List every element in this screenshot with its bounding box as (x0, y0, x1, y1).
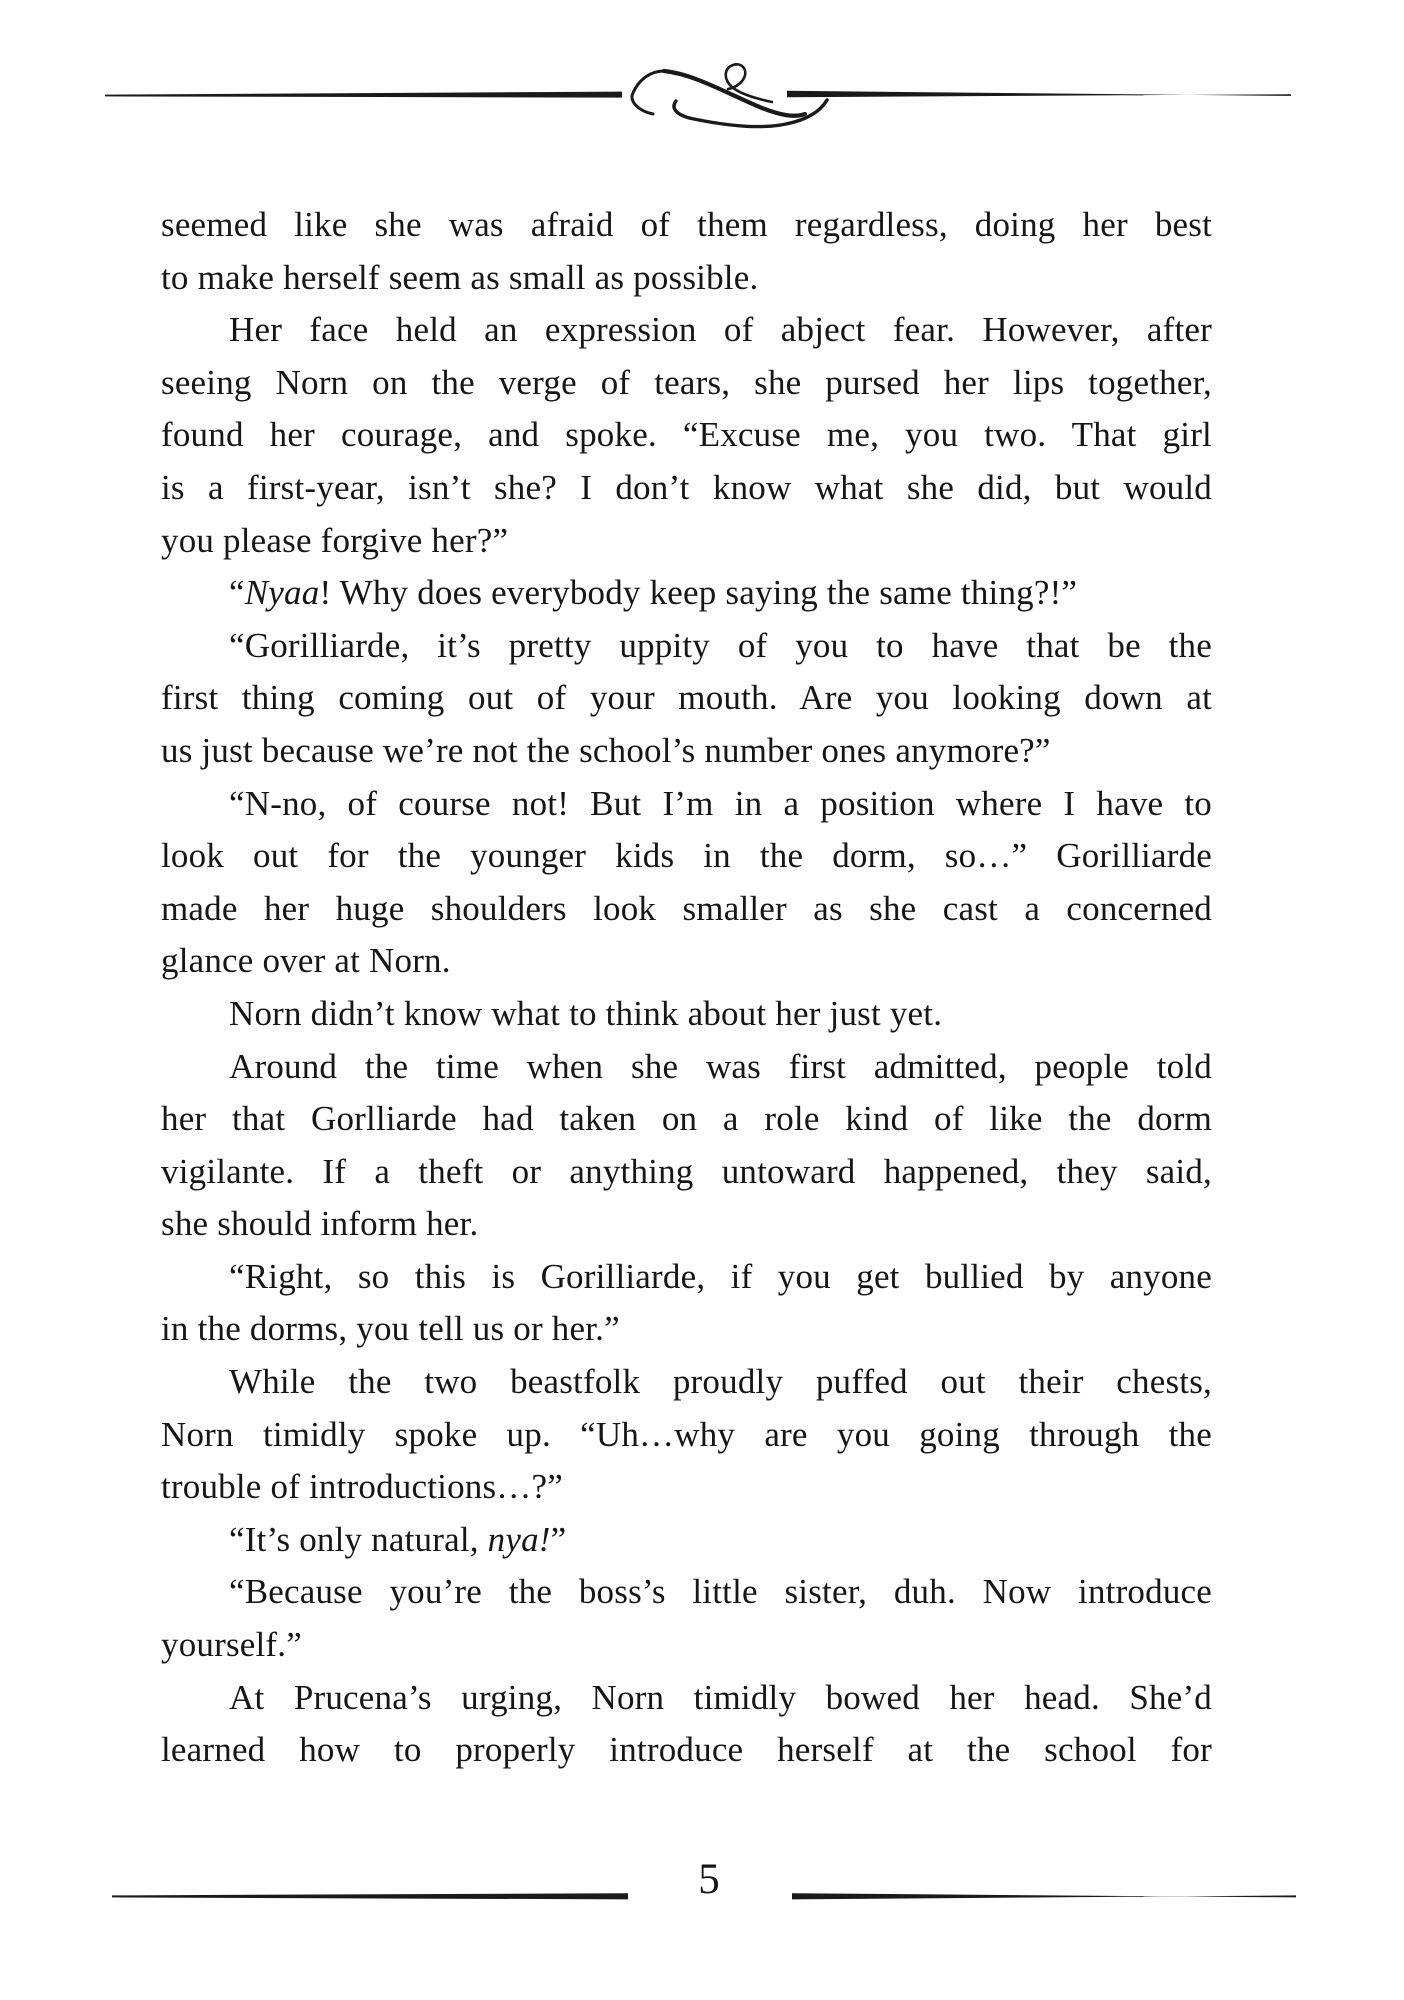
text-line: to make herself seem as small as possible. (161, 257, 759, 297)
text-line: While the two beastfolk proudly puffed out their chests, (229, 1362, 1212, 1402)
header-rule-left (105, 92, 622, 98)
text-line: seeing Norn on the verge of tears, she pursed her lips together, (161, 362, 1212, 402)
text-line: made her huge shoulders look smaller as she cast a concerned (161, 888, 1212, 928)
text-line: in the dorms, you tell us or her.” (161, 1309, 620, 1349)
text-line: us just because we’re not the school’s number ones anymore?” (161, 730, 1051, 770)
text-line: glance over at Norn. (161, 941, 451, 981)
text-line: Her face held an expression of abject fear. However, after (229, 310, 1212, 350)
text-line: found her courage, and spoke. “Excuse me, you two. That girl (161, 415, 1212, 455)
text-line: “Right, so this is Gorilliarde, if you get bullied by anyone (229, 1256, 1212, 1296)
text-line: learned how to properly introduce herself at the school for (161, 1730, 1212, 1770)
text-line: seemed like she was afraid of them regardless, doing her best (161, 205, 1212, 244)
page-number: 5 (698, 1856, 720, 1903)
text-line: her that Gorlliarde had taken on a role kind of like the dorm (161, 1099, 1212, 1139)
text-line: Norn didn’t know what to think about her just yet. (229, 993, 943, 1033)
divider-flourish-icon (632, 64, 827, 126)
text-line: “Because you’re the boss’s little sister, duh. Now introduce (229, 1572, 1212, 1612)
text-line: “Nyaa! Why does everybody keep saying the same thing?!” (229, 573, 1078, 613)
text-line: “It’s only natural, nya!” (229, 1519, 567, 1559)
text-line: you please forgive her?” (161, 520, 509, 560)
text-line: “Gorilliarde, it’s pretty uppity of you to have that be the (229, 625, 1212, 665)
text-line: look out for the younger kids in the dorm, so…” Gorilliarde (161, 836, 1212, 876)
body-text (161, 199, 1212, 1777)
text-line: is a first-year, isn’t she? I don’t know what she did, but would (161, 467, 1212, 507)
footer-rule-right (792, 1893, 1296, 1899)
text-line: trouble of introductions…?” (161, 1467, 563, 1507)
header-rule-right (787, 91, 1291, 97)
text-line: At Prucena’s urging, Norn timidly bowed her head. She’d (229, 1677, 1212, 1717)
text-line: Around the time when she was first admitted, people told (229, 1046, 1212, 1086)
footer-rule-left (112, 1893, 628, 1899)
text-line: she should inform her. (161, 1204, 479, 1244)
text-line: yourself.” (161, 1625, 302, 1665)
text-line: first thing coming out of your mouth. Are you looking down at (161, 678, 1212, 718)
text-line: Norn timidly spoke up. “Uh…why are you going through the (161, 1414, 1212, 1454)
text-line: vigilante. If a theft or anything untoward happened, they said, (161, 1151, 1212, 1191)
text-line: “N-no, of course not! But I’m in a position where I have to (229, 783, 1212, 823)
